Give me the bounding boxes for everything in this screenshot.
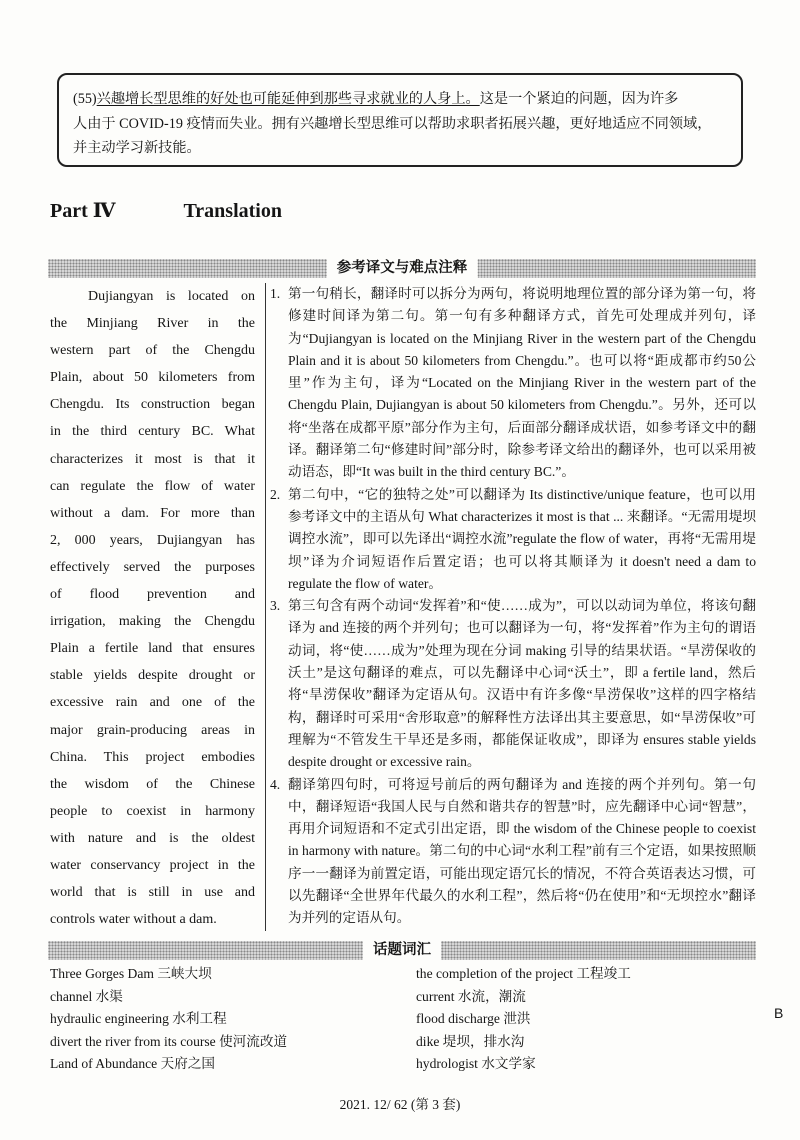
translation-line: in the third century BC. What [50,424,255,440]
vocab-left-list [50,963,287,1076]
summary-box [57,73,743,167]
translation-line: world that is still in use and [50,885,255,901]
vocab-item: dike 堤坝，排水沟 [416,1033,525,1049]
note-text: 第一句稍长，翻译时可以拆分为两句，将说明地理位置的部分译为第一句，将修建时间译为第二句。第一句有多种翻译方式，首先可处理成并列句，译为“Dujiangyan is located on the Minjiang River in the western part of the Chengdu Plain and it is about 50 kilometers from Chengdu.”。也可以将“距成都市约50公里”作为主句，译为“Located on the Minjiang River in the western part of the Chengdu Plain, Dujiangyan is about 50 kilometers from Chengdu.”。另外，还可以将“坐落在成都平原”部分作为主句，后面部分翻译成状语，如参考译文中的翻译。翻译第二句“修建时间”部分时，除参考译文给出的翻译外，也可以采用被动语态，即“It was built in the third century BC.”。 [288,286,756,480]
vocab-item: hydrologist 水文学家 [416,1056,536,1072]
note-text: 第二句中，“它的独特之处”可以翻译为 Its distinctive/unique feature，也可以用参考译文中的主语从句 What characterizes it most is that ... 来翻译。“无需用堤坝调控水流”，即可以先译出“调控水流”regulate the flow of water，再将“无需用堤坝”译为介词短语作后置定语；也可以将其顺译为 it doesn't need a dam to regulate the flow of water。 [288,486,756,591]
translation-line: with nature and is the oldest [50,830,255,846]
part-number: Part Ⅳ [50,200,116,222]
note-number: 4. [270,776,281,792]
translation-line: Plain, about 50 kilometers from [50,370,255,386]
translation-line: major grain-producing areas in [50,722,255,738]
translation-line: water conservancy project in the [50,857,255,873]
page-footer: 2021. 12/ 62 (第 3 套) [339,1097,461,1112]
translation-line: controls water without a dam. [50,912,217,928]
note-item [270,484,756,595]
note-item [270,774,756,930]
translation-line: excessive rain and one of the [50,695,255,711]
vocab-header-label: 话题词汇 [363,941,441,960]
summary-underlined: 兴趣增长型思维的好处也可能延伸到那些寻求就业的人身上。 [96,91,480,107]
vocab-right-list [416,963,631,1076]
vocab-item: current 水流，潮流 [416,988,526,1004]
translation-line: stable yields despite drought or [50,668,255,684]
part-title: Translation [183,200,282,222]
note-number: 2. [270,486,281,502]
vocab-item: Land of Abundance 天府之国 [50,1056,215,1072]
section-header-label: 参考译文与难点注释 [327,259,478,278]
summary-line-1 [73,87,727,112]
translation-line: Plain a fertile land that ensures [50,641,255,657]
vocab-item: flood discharge 泄洪 [416,1011,531,1027]
vocab-header-bar [48,941,756,960]
notes-list [270,283,756,930]
vocab-item: hydraulic engineering 水利工程 [50,1011,227,1027]
vocab-item: Three Gorges Dam 三峡大坝 [50,966,212,981]
summary-line-2: 人由于 COVID-19 疫情而失业。拥有兴趣增长型思维可以帮助求职者拓展兴趣，更好地适应不同领域， [73,115,712,132]
section-header-bar [48,259,756,278]
translation-text [50,283,255,933]
translation-line: irrigation, making the Chengdu [50,614,255,630]
translation-line: people to coexist in harmony [50,803,255,819]
translation-line: the Minjiang River in the [50,316,255,332]
summary-prefix: (55) [73,91,97,107]
note-number: 1. [270,286,281,301]
note-number: 3. [270,598,281,614]
translation-line: the wisdom of the Chinese [50,776,255,792]
translation-line: characterizes it most is that it [50,451,255,467]
vocab-item: the completion of the project 工程竣工 [416,966,631,981]
translation-line: China. This project embodies [50,749,255,765]
translation-line: Chengdu. Its construction began [50,397,255,413]
side-mark: B [774,1005,784,1021]
column-divider [265,283,266,931]
translation-line: without a dam. For more than [50,505,255,521]
translation-line: western part of the Chengdu [50,343,255,359]
vocab-item: divert the river from its course 使河流改道 [50,1033,288,1049]
note-text: 第三句含有两个动词“发挥着”和“使……成为”，可以以动词为单位，将该句翻译为 and 连接的两个并列句；也可以翻译为一句，将“发挥着”作为主句的谓语动词，将“使……成为”处理为现在分词 making 引导的结果状语。“旱涝保收的沃土”是这句翻译的难点，可以先翻译中心词“沃土”，即 a fertile land，然后将“旱涝保收”翻译为定语从句。汉语中有许多像“旱涝保收”这样的四字格结构，翻译时可采用“舍形取意”的解释性方法译出其主要意思，如“旱涝保收”可理解为“不管发生干旱还是多雨，都能保证收成”，即译为 ensures stable yields despite drought or excessive rain。 [288,598,756,770]
note-item [270,283,756,484]
note-item [270,595,756,773]
translation-line: can regulate the flow of water [50,478,255,494]
summary-line-3: 并主动学习新技能。 [73,140,201,156]
translation-line: effectively served the purposes [50,559,255,575]
translation-line: 2, 000 years, Dujiangyan has [50,532,255,548]
summary-line1-rest: 这是一个紧迫的问题，因为许多 [479,91,679,107]
translation-line: of flood prevention and [50,587,255,603]
translation-line: Dujiangyan is located on [88,289,255,304]
part-heading [50,198,282,223]
note-text: 翻译第四句时，可将逗号前后的两句翻译为 and 连接的两个并列句。第一句中，翻译短语“我国人民与自然和谐共存的智慧”时，应先翻译中心词“智慧”，再用介词短语和不定式引出定语，即 the wisdom of the Chinese people to coexist in harmony with nature。第二句的中心词“水利工程”前有三个定语，如果按照顺序一一翻译为前置定语，可能出现定语冗长的情况，不符合英语表达习惯，可以先翻译“全世界年代最久的水利工程”，然后将“仍在使用”和“无坝控水”翻译为并列的定语从句。 [288,776,756,926]
vocab-item: channel 水渠 [50,988,123,1004]
